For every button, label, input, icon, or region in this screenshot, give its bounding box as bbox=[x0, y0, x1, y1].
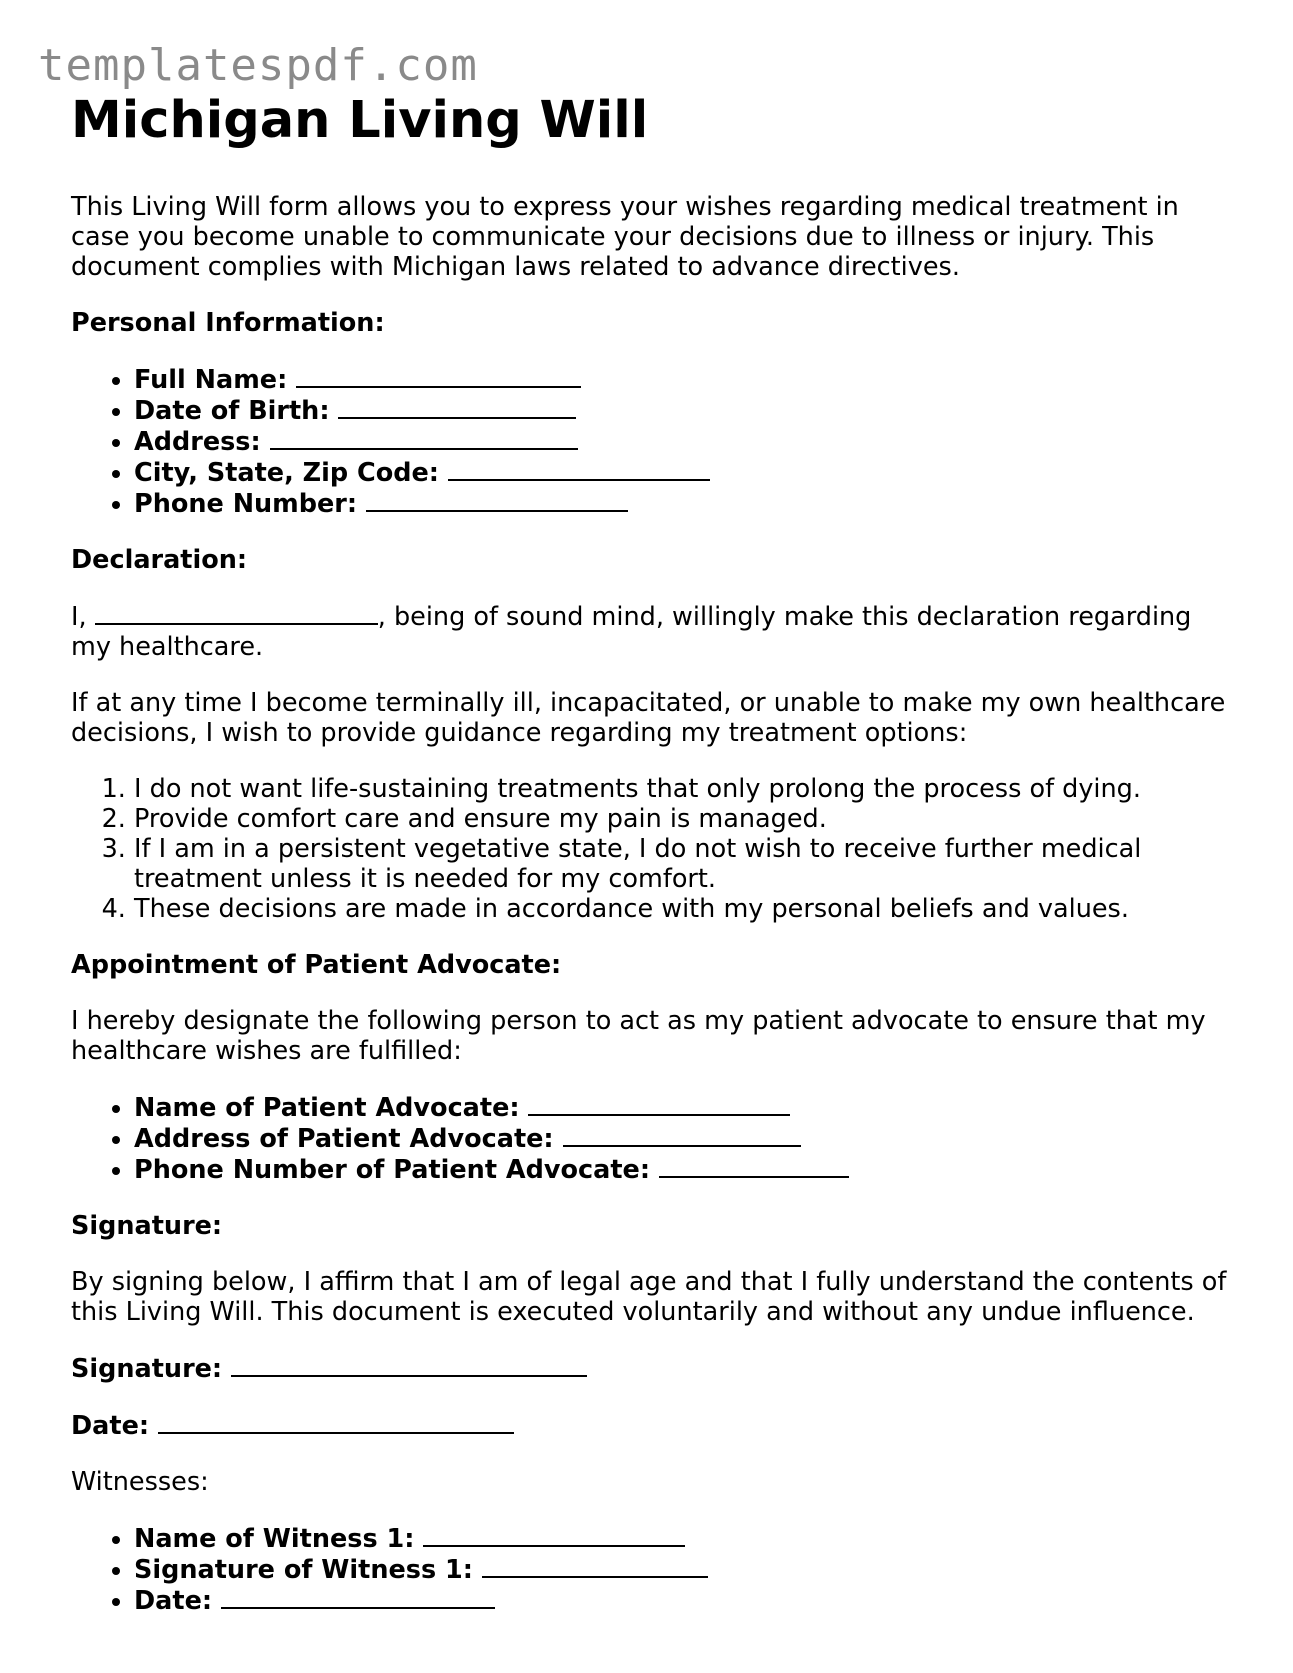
advocate-heading: Appointment of Patient Advocate: bbox=[71, 950, 562, 980]
list-item bbox=[134, 1092, 1231, 1123]
address-label: Address: bbox=[134, 427, 261, 457]
declarant-name-field[interactable] bbox=[95, 601, 378, 625]
treatment-wishes-list bbox=[71, 774, 1231, 924]
advocate-name-label: Name of Patient Advocate: bbox=[134, 1093, 520, 1123]
list-item bbox=[134, 1585, 1231, 1616]
list-item: 1. I do not want life-sustaining treatments that only prolong the process of dying. bbox=[134, 774, 1231, 804]
dob-field[interactable] bbox=[338, 395, 576, 419]
witness-date-label: Date: bbox=[134, 1586, 213, 1616]
personal-info-list bbox=[71, 364, 1231, 519]
declaration-prefix: I, bbox=[71, 602, 87, 632]
advocate-address-field[interactable] bbox=[563, 1123, 801, 1147]
list-item bbox=[134, 1154, 1231, 1185]
signature-heading: Signature: bbox=[71, 1211, 223, 1241]
list-item bbox=[134, 364, 1231, 395]
advocate-list bbox=[71, 1092, 1231, 1185]
city-state-zip-label: City, State, Zip Code: bbox=[134, 458, 440, 488]
signature-paragraph: By signing below, I affirm that I am of legal age and that I fully understand the contents of this Living Will. This document is executed voluntarily and without any undue influence. bbox=[71, 1267, 1227, 1327]
list-item bbox=[134, 395, 1231, 426]
advocate-phone-label: Phone Number of Patient Advocate: bbox=[134, 1155, 651, 1185]
dob-label: Date of Birth: bbox=[134, 396, 330, 426]
witness1-signature-field[interactable] bbox=[482, 1554, 708, 1578]
advocate-paragraph: I hereby designate the following person to act as my patient advocate to ensure that my healthcare wishes are fulfilled: bbox=[71, 1006, 1206, 1066]
declaration-statement bbox=[71, 601, 1231, 662]
watermark: templatespdf.com bbox=[38, 40, 478, 91]
list-item bbox=[134, 1523, 1231, 1554]
declaration-suffix: , being of sound mind, willingly make this declaration regarding my healthcare. bbox=[71, 602, 1192, 662]
list-item bbox=[134, 1554, 1231, 1585]
witness1-name-field[interactable] bbox=[423, 1523, 685, 1547]
witnesses-label: Witnesses: bbox=[71, 1467, 209, 1497]
full-name-field[interactable] bbox=[296, 364, 581, 388]
declaration-heading: Declaration: bbox=[71, 545, 248, 575]
date-line bbox=[71, 1410, 1231, 1441]
list-item: 4. These decisions are made in accordance with my personal beliefs and values. bbox=[134, 894, 1231, 924]
full-name-label: Full Name: bbox=[134, 365, 288, 395]
signature-label: Signature: bbox=[71, 1354, 223, 1384]
signature-line bbox=[71, 1353, 1231, 1384]
list-item bbox=[134, 1123, 1231, 1154]
date-label: Date: bbox=[71, 1411, 150, 1441]
phone-label: Phone Number: bbox=[134, 489, 358, 519]
witness1-signature-label: Signature of Witness 1: bbox=[134, 1555, 473, 1585]
declaration-paragraph: If at any time I become terminally ill, incapacitated, or unable to make my own healthcare decisions, I wish to provide guidance regarding my treatment options: bbox=[71, 688, 1226, 748]
date-field[interactable] bbox=[158, 1410, 514, 1434]
list-item: 3. If I am in a persistent vegetative state, I do not wish to receive further medical treatment unless it is needed for my comfort. bbox=[134, 834, 1231, 894]
witnesses-list bbox=[71, 1523, 1231, 1616]
phone-field[interactable] bbox=[366, 488, 628, 512]
address-field[interactable] bbox=[270, 426, 578, 450]
intro-paragraph: This Living Will form allows you to express your wishes regarding medical treatment in case you become unable to communicate your decisions due to illness or injury. This document complies with Michigan laws related to advance directives. bbox=[71, 192, 1179, 282]
advocate-phone-field[interactable] bbox=[659, 1154, 849, 1178]
witness-date-field[interactable] bbox=[221, 1585, 495, 1609]
list-item bbox=[134, 426, 1231, 457]
list-item: 2. Provide comfort care and ensure my pain is managed. bbox=[134, 804, 1231, 834]
witness1-name-label: Name of Witness 1: bbox=[134, 1524, 415, 1554]
list-item bbox=[134, 457, 1231, 488]
city-state-zip-field[interactable] bbox=[448, 457, 710, 481]
page-title: Michigan Living Will bbox=[71, 91, 649, 150]
advocate-address-label: Address of Patient Advocate: bbox=[134, 1124, 554, 1154]
personal-info-heading: Personal Information: bbox=[71, 308, 385, 338]
list-item bbox=[134, 488, 1231, 519]
signature-field[interactable] bbox=[231, 1353, 587, 1377]
document bbox=[71, 92, 1231, 1642]
advocate-name-field[interactable] bbox=[528, 1092, 790, 1116]
